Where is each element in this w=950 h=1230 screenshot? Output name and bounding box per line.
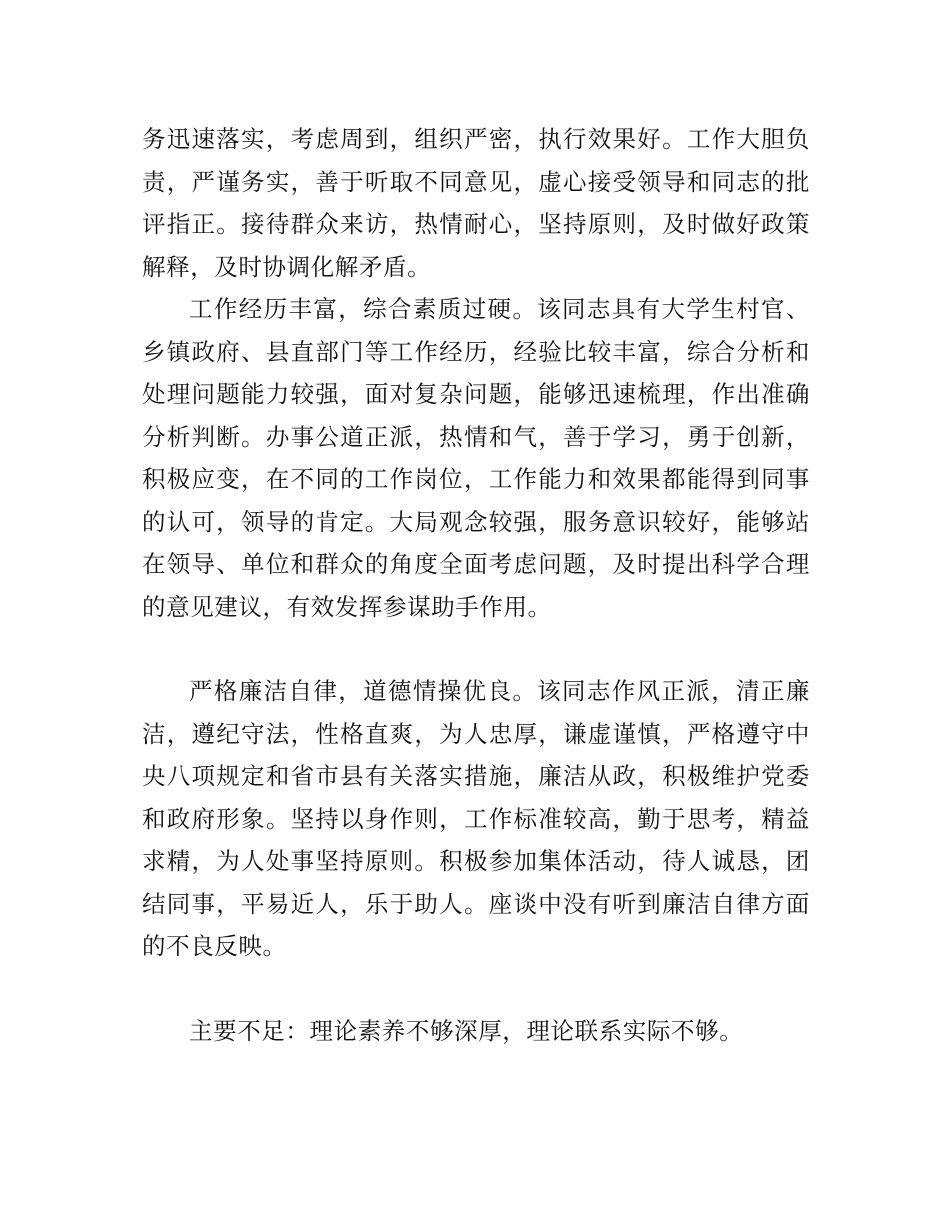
paragraph-continuation: 务迅速落实，考虑周到，组织严密，执行效果好。工作大胆负责，严谨务实，善于听取不同意见，虚心接受领导和同志的批评指正。接待群众来访，热情耐心，坚持原则，及时做好政策解释，及时协调化解矛盾。 — [142, 125, 810, 281]
paragraph-shortcomings: 主要不足：理论素养不够深厚，理论联系实际不够。 — [189, 1016, 744, 1045]
document-page — [142, 118, 810, 1052]
paragraph-work-experience: 工作经历丰富，综合素质过硬。该同志具有大学生村官、乡镇政府、县直部门等工作经历，经验比较丰富，综合分析和处理问题能力较强，面对复杂问题，能够迅速梳理，作出准确分析判断。办事公道正派，热情和气，善于学习，勇于创新，积极应变，在不同的工作岗位，工作能力和效果都能得到同事的认可，领导的肯定。大局观念较强，服务意识较好，能够站在领导、单位和群众的角度全面考虑问题，及时提出科学合理的意见建议，有效发挥参谋助手作用。 — [142, 295, 810, 621]
paragraph-integrity: 严格廉洁自律，道德情操优良。该同志作风正派，清正廉洁，遵纪守法，性格直爽，为人忠厚，谦虚谨慎，严格遵守中央八项规定和省市县有关落实措施，廉洁从政，积极维护党委和政府形象。坚持以身作则，工作标准较高，勤于思考，精益求精，为人处事坚持原则。积极参加集体活动，待人诚恳，团结同事，平易近人，乐于助人。座谈中没有听到廉洁自律方面的不良反映。 — [142, 677, 810, 960]
